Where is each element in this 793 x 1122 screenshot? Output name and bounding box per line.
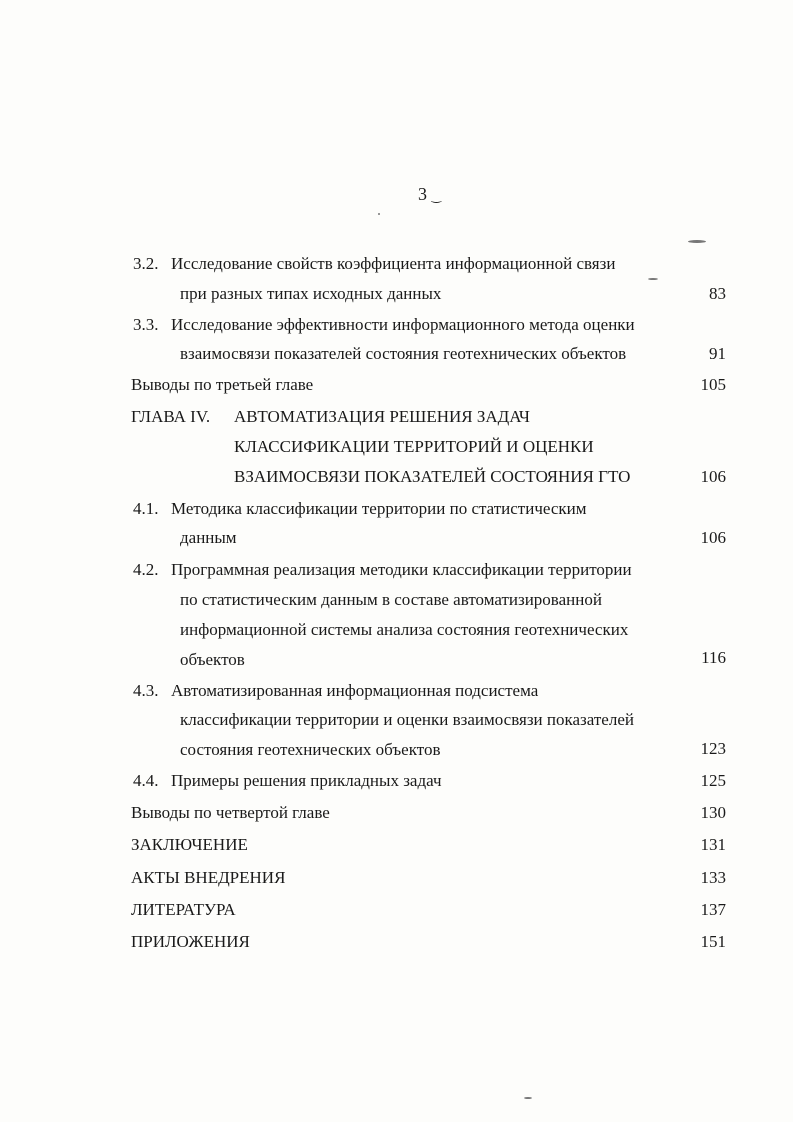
toc-entry-title: Исследование эффективности информационного метода оценки (171, 315, 635, 334)
toc-entry-number: 4.2. (133, 560, 159, 579)
toc-page-number: 83 (709, 284, 726, 303)
toc-entry-number: 4.1. (133, 499, 159, 518)
chapter-title: АВТОМАТИЗАЦИЯ РЕШЕНИЯ ЗАДАЧ (234, 407, 530, 426)
toc-page-number: 106 (700, 467, 726, 486)
toc-entry-title: состояния геотехнических объектов (180, 740, 441, 759)
toc-page-number: 105 (700, 375, 726, 394)
toc-entry-title: при разных типах исходных данных (180, 284, 442, 303)
toc-page-number: 131 (700, 835, 726, 854)
toc-entry-title: по статистическим данным в составе автоматизированной (180, 590, 602, 609)
toc-page-number: 151 (700, 932, 726, 951)
scan-speck (524, 1097, 532, 1099)
scan-speck (648, 278, 658, 280)
toc-page-number: 130 (700, 803, 726, 822)
toc-entry-title: информационной системы анализа состояния геотехнических (180, 620, 629, 639)
toc-entry-title: Выводы по четвертой главе (131, 803, 330, 822)
toc-entry-title: Автоматизированная информационная подсистема (171, 681, 539, 700)
toc-entry-title: ЛИТЕРАТУРА (131, 900, 236, 919)
toc-page-number: 123 (700, 739, 726, 758)
toc-entry-number: 4.3. (133, 681, 159, 700)
toc-entry-number: 3.2. (133, 254, 159, 273)
toc-entry-number: 3.3. (133, 315, 159, 334)
toc-page-number: 116 (701, 648, 726, 667)
toc-entry-title: классификации территории и оценки взаимосвязи показателей (180, 710, 634, 729)
chapter-label: ГЛАВА IV. (131, 407, 211, 426)
toc-page-number: 133 (700, 868, 726, 887)
toc-entry-title: Программная реализация методики классификации территории (171, 560, 632, 579)
scan-speck (378, 213, 380, 215)
page-number: 3 ‿ (418, 184, 442, 204)
toc-entry-title: взаимосвязи показателей состояния геотехнических объектов (180, 344, 627, 363)
toc-entry-title: объектов (180, 650, 245, 669)
toc-page-number: 106 (700, 528, 726, 547)
toc-entry-title: Выводы по третьей главе (131, 375, 314, 394)
toc-entry-number: 4.4. (133, 771, 159, 790)
scan-speck (688, 240, 706, 243)
toc-page-number: 91 (709, 344, 726, 363)
chapter-title: КЛАССИФИКАЦИИ ТЕРРИТОРИЙ И ОЦЕНКИ (234, 437, 594, 456)
toc-entry-title: Примеры решения прикладных задач (171, 771, 442, 790)
toc-page-number: 125 (700, 771, 726, 790)
toc-page-number: 137 (700, 900, 726, 919)
toc-entry-title: Методика классификации территории по статистическим (171, 499, 587, 518)
toc-entry-title: данным (180, 528, 237, 547)
toc-entry-title: АКТЫ ВНЕДРЕНИЯ (131, 868, 286, 887)
toc-entry-title: Исследование свойств коэффициента информационной связи (171, 254, 616, 273)
toc-entry-title: ЗАКЛЮЧЕНИЕ (131, 835, 248, 854)
chapter-title: ВЗАИМОСВЯЗИ ПОКАЗАТЕЛЕЙ СОСТОЯНИЯ ГТО (234, 467, 631, 486)
toc-entry-title: ПРИЛОЖЕНИЯ (131, 932, 250, 951)
